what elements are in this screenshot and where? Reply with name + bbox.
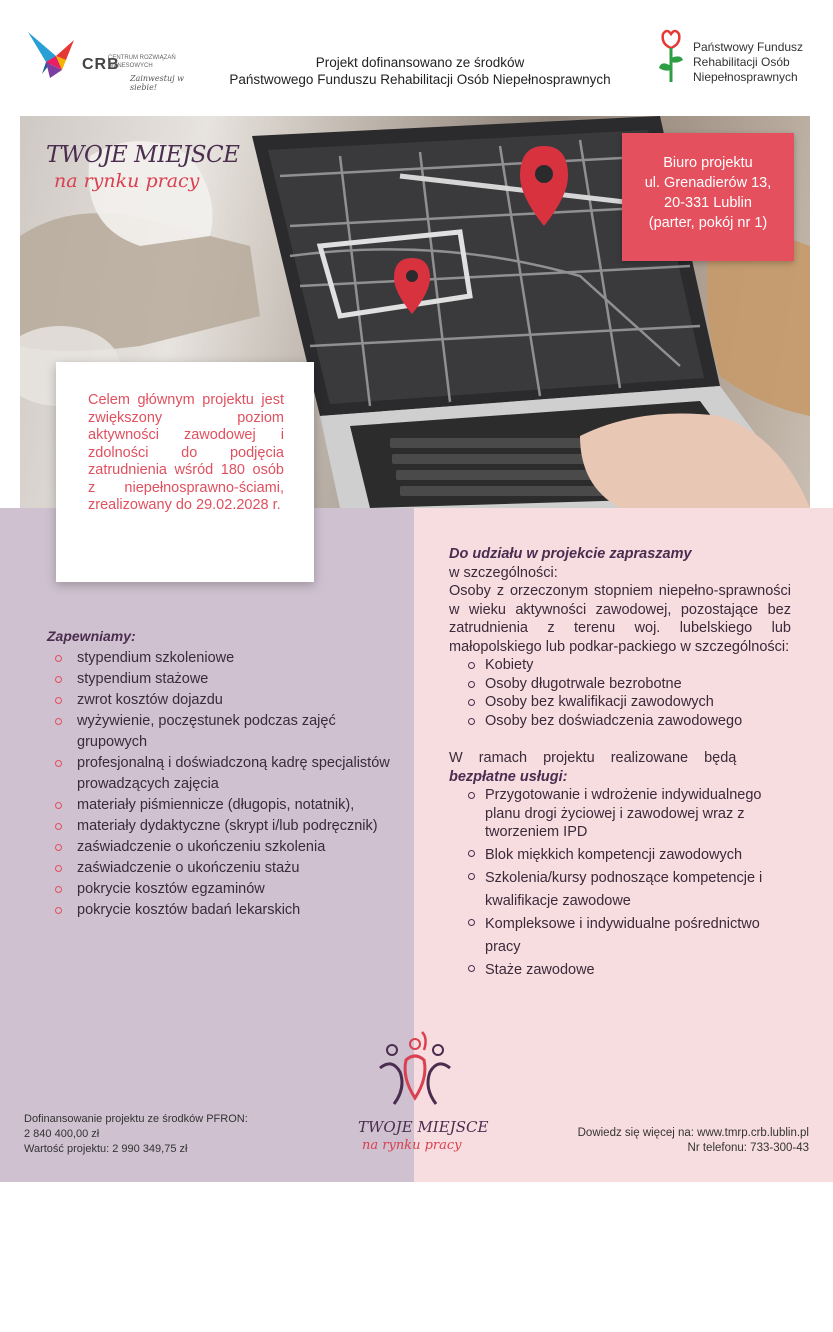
hero-title-line-1: TWOJE MIEJSCE: [46, 142, 240, 168]
services-title: bezpłatne usługi:: [449, 768, 568, 785]
benefit-item: pokrycie kosztów egzaminów: [52, 879, 392, 900]
benefit-item: profesjonalną i doświadczoną kadrę specjalistów prowadzących zajęcia: [52, 753, 392, 795]
benefit-item: stypendium szkoleniowe: [52, 648, 392, 669]
phone-number: Nr telefonu: 733-300-43: [687, 1142, 809, 1154]
funding-label: Dofinansowanie projektu ze środków PFRON:: [24, 1113, 248, 1125]
project-logo-line-1: TWOJE MIEJSCE: [358, 1118, 489, 1136]
office-room: (parter, pokój nr 1): [648, 215, 768, 231]
funding-line-1: Projekt dofinansowano ze środków: [315, 55, 525, 70]
target-group-item: Osoby długotrwale bezrobotne: [465, 675, 791, 694]
office-city: 20-331 Lublin: [664, 195, 752, 211]
target-groups-list: [449, 656, 791, 730]
benefit-item: zaświadczenie o ukończeniu szkolenia: [52, 837, 392, 858]
benefit-item: wyżywienie, poczęstunek podczas zajęć grupowych: [52, 711, 392, 753]
funding-amount: 2 840 400,00 zł: [24, 1128, 100, 1140]
benefit-item: stypendium stażowe: [52, 669, 392, 690]
pfron-line-3: Niepełnosprawnych: [693, 70, 798, 84]
target-group-item: Kobiety: [465, 656, 791, 675]
benefit-item: zwrot kosztów dojazdu: [52, 690, 392, 711]
website-link[interactable]: Dowiedz się więcej na: www.tmrp.crb.lublin.pl: [577, 1127, 809, 1139]
benefit-item: zaświadczenie o ukończeniu stażu: [52, 858, 392, 879]
service-item: Staże zawodowe: [465, 959, 791, 982]
pfron-line-1: Państwowy Fundusz: [693, 40, 804, 54]
invitation-body: Osoby z orzeczonym stopniem niepełno-sprawności w wieku aktywności zawodowej, pozostające bez zatrudnienia z terenu woj. lubelskiego lub małopolskiego lub podkar-packiego w szczególności:: [449, 583, 791, 655]
pfron-name: [693, 40, 823, 85]
pfron-line-2: Rehabilitacji Osób: [693, 55, 790, 69]
funding-notice: [200, 54, 640, 88]
benefit-item: materiały dydaktyczne (skrypt i/lub podręcznik): [52, 816, 392, 837]
benefit-item: materiały piśmiennicze (długopis, notatnik),: [52, 795, 392, 816]
project-goal-text: Celem głównym projektu jest zwiększony poziom aktywności zawodowej i zdolności do podjęcia zatrudnienia wśród 180 osób z niepełnosprawno-ściami, zrealizowany do 29.02.2028 r.: [88, 392, 284, 513]
people-logo-icon: [370, 1028, 460, 1116]
benefits-title: Zapewniamy:: [47, 628, 136, 644]
crb-name: CENTRUM ROZWIĄZAŃ BIZNESOWYCH: [108, 55, 176, 69]
office-label: Biuro projektu: [663, 155, 753, 171]
invitation-subtitle: w szczególności:: [449, 564, 558, 581]
crb-logo: [26, 26, 206, 92]
benefits-list: [52, 648, 392, 921]
project-goal-box: [56, 362, 314, 582]
service-item: Szkolenia/kursy podnoszące kompetencje i kwalifikacje zawodowe: [465, 867, 791, 913]
service-item: Blok miękkich kompetencji zawodowych: [465, 844, 791, 867]
funding-line-2: Państwowego Funduszu Rehabilitacji Osób Niepełnosprawnych: [229, 72, 611, 87]
target-group-item: Osoby bez doświadczenia zawodowego: [465, 712, 791, 731]
project-logo-line-2: na rynku pracy: [362, 1138, 462, 1153]
invitation-title: Do udziału w projekcie zapraszamy: [449, 546, 692, 562]
office-street: ul. Grenadierów 13,: [644, 175, 772, 191]
service-item: Kompleksowe i indywidualne pośrednictwo pracy: [465, 913, 791, 959]
project-logo: [350, 1028, 489, 1163]
project-value: Wartość projektu: 2 990 349,75 zł: [24, 1143, 188, 1155]
service-item-ipd: Przygotowanie i wdrożenie indywidualnego planu drogi życiowej i zawodowej wraz z tworzeniem IPD: [449, 786, 791, 842]
crb-abbr: CRB: [82, 56, 120, 73]
contact-info: [578, 1126, 809, 1156]
benefit-item: pokrycie kosztów badań lekarskich: [52, 900, 392, 921]
crb-tagline: Zainwestuj w siebie!: [130, 74, 184, 92]
project-office-box: [622, 133, 794, 261]
tulip-icon: [655, 28, 691, 86]
funding-info: [24, 1112, 248, 1157]
services-list: [449, 844, 791, 982]
services-intro: W ramach projektu realizowane będą: [449, 750, 737, 766]
invitation-section: [449, 545, 791, 982]
hero-title: [46, 142, 246, 192]
target-group-item: Osoby bez kwalifikacji zawodowych: [465, 693, 791, 712]
pfron-logo: [655, 28, 825, 88]
hero-title-line-2: na rynku pracy: [54, 170, 200, 192]
crb-bird-icon: [26, 26, 86, 86]
